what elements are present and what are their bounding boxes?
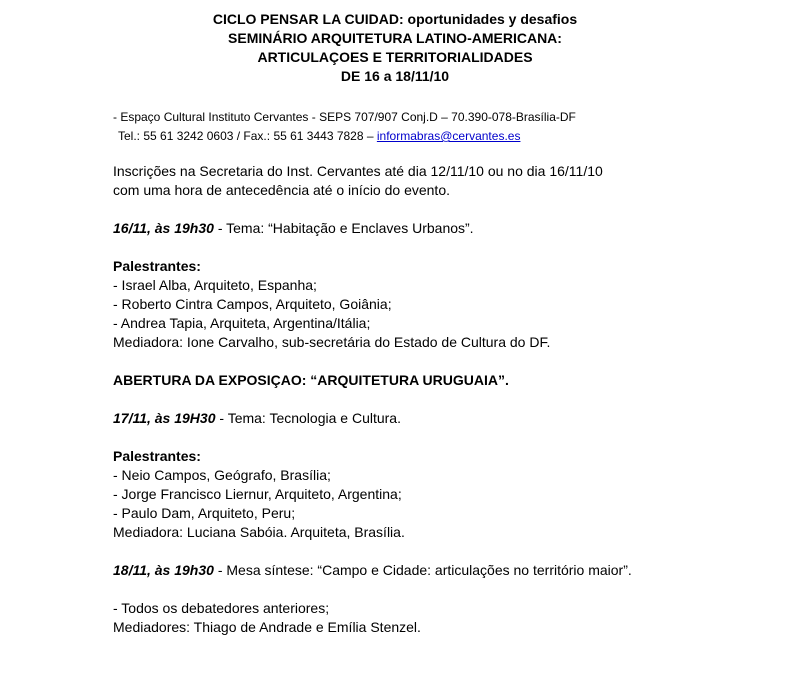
document-title xyxy=(0,10,790,86)
day2-speakers-label: Palestrantes: xyxy=(113,448,201,464)
spacer xyxy=(113,580,793,599)
day2-tema: - Tema: Tecnologia e Cultura. xyxy=(215,410,401,426)
inscricoes-line-2: com uma hora de antecedência até o início do evento. xyxy=(113,182,450,198)
spacer xyxy=(113,238,793,257)
spacer xyxy=(113,390,793,409)
day3-date: 18/11, às 19h30 xyxy=(113,562,214,578)
address-line: - Espaço Cultural Instituto Cervantes - SEPS 707/907 Conj.D – 70.390-078-Brasília-DF xyxy=(113,110,576,124)
day2-speaker-2: - Jorge Francisco Liernur, Arquiteto, Argentina; xyxy=(113,486,402,502)
title-line-1: CICLO PENSAR LA CUIDAD: oportunidades y desafios xyxy=(212,11,578,27)
title-line-2: SEMINÁRIO ARQUITETURA LATINO-AMERICANA: xyxy=(228,30,562,46)
spacer xyxy=(113,428,793,447)
day1-date: 16/11, às 19h30 xyxy=(113,220,214,236)
phone-line xyxy=(113,127,576,146)
spacer xyxy=(113,200,793,219)
day3-tema: - Mesa síntese: “Campo e Cidade: articulações no território maior”. xyxy=(213,562,632,578)
day1-speakers-label: Palestrantes: xyxy=(113,258,201,274)
document-body xyxy=(113,162,793,637)
day1-speaker-2: - Roberto Cintra Campos, Arquiteto, Goiânia; xyxy=(113,296,392,312)
day2-heading xyxy=(113,409,793,428)
day1-heading xyxy=(113,219,793,238)
exhibition-heading: ABERTURA DA EXPOSIÇAO: “ARQUITETURA URUGUAIA”. xyxy=(113,372,509,388)
day1-speaker-1: - Israel Alba, Arquiteto, Espanha; xyxy=(113,277,317,293)
day1-tema: - Tema: “Habitação e Enclaves Urbanos”. xyxy=(213,220,474,236)
phone-text: Tel.: 55 61 3242 0603 / Fax.: 55 61 3443 7828 – xyxy=(118,129,377,143)
contact-block xyxy=(113,108,576,146)
spacer xyxy=(113,542,793,561)
title-line-4: DE 16 a 18/11/10 xyxy=(340,68,450,84)
day2-speaker-3: - Paulo Dam, Arquiteto, Peru; xyxy=(113,505,296,521)
day3-heading xyxy=(113,561,793,580)
day2-moderator: Mediadora: Luciana Sabóia. Arquiteta, Brasília. xyxy=(113,524,405,540)
spacer xyxy=(113,352,793,371)
title-line-3: ARTICULAÇOES E TERRITORIALIDADES xyxy=(257,49,533,65)
day1-speaker-3: - Andrea Tapia, Arquiteta, Argentina/Itália; xyxy=(113,315,371,331)
day2-date: 17/11, às 19H30 xyxy=(113,410,216,426)
day3-moderators: Mediadores: Thiago de Andrade e Emília Stenzel. xyxy=(113,619,421,635)
inscricoes-line-1: Inscrições na Secretaria do Inst. Cervantes até dia 12/11/10 ou no dia 16/11/10 xyxy=(113,163,603,179)
day1-moderator: Mediadora: Ione Carvalho, sub-secretária do Estado de Cultura do DF. xyxy=(113,334,551,350)
email-link[interactable]: informabras@cervantes.es xyxy=(376,129,521,143)
day3-speakers: - Todos os debatedores anteriores; xyxy=(113,600,330,616)
day2-speaker-1: - Neio Campos, Geógrafo, Brasília; xyxy=(113,467,331,483)
